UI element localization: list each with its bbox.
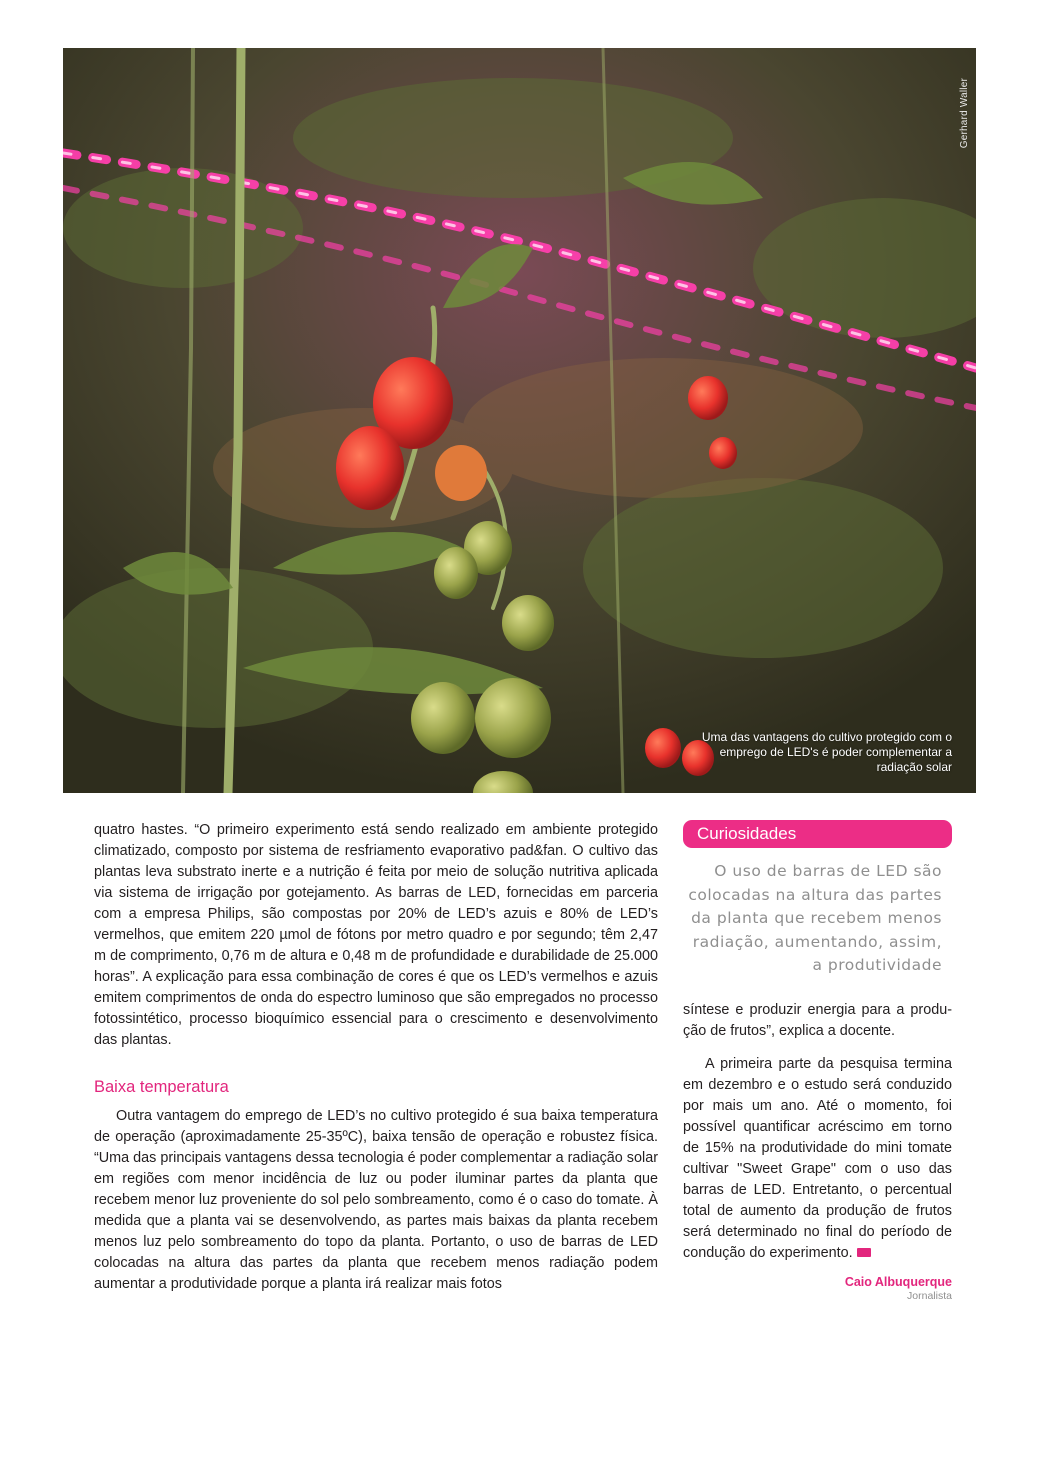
author-role: Jornalista <box>907 1289 952 1302</box>
photo-credit: Gerhard Waller <box>959 78 970 149</box>
author-block <box>683 1274 952 1302</box>
article-paragraph-1: quatro hastes. “O primeiro experimento está sendo realizado em ambiente protegido climatizado, composto por sistema de resfriamento evaporativo pad&fan. O cultivo das plantas leva substrato inerte e a nutrição é feita por meio de solução nutritiva aplicada via sistema de irrigação por gotejamento. As barras de LED, fornecidas em parceria com a empresa Philips, são compostas por 20% de LED’s azuis e 80% de LED’s vermelhos, que emitem 220 µmol de fótons por metro quadro e por segundo; têm 2,47 m de comprimento, 0,76 m de altura e 0,48 m de profundidade e durabilidade de 25.000 horas”. A explicação para essa combinação de cores é que os LED’s vermelhos e azuis emitem comprimentos de onda do espectro luminoso que são empregados no processo fotossintético, processo bioquímico essencial para o crescimento e desenvolvimento das plantas. <box>94 822 658 1048</box>
author-name: Caio Albuquerque <box>844 1274 952 1289</box>
photo-caption: Uma das vantagens do cultivo protegido com o emprego de LED's é poder complementar a radiação solar <box>701 730 952 774</box>
sidebar-paragraph-1: síntese e produzir energia para a produção de frutos”, explica a docente. <box>683 1001 952 1039</box>
tomato-led-illustration <box>63 48 976 793</box>
sidebar-paragraph-2-text: A primeira parte da pesquisa termina em dezembro e o estudo será conduzido por mais um ano. Até o momento, foi possível quantificar acréscimo em torno de 15% na produtividade do mini tomate cultivar "Sweet Grape" com o uso das barras de LED. Entretanto, o percentual total de aumento da produção de frutos será determinado no final do período de condução do experimento. <box>683 1055 952 1261</box>
curiosidades-title-bar: Curiosidades <box>683 820 952 848</box>
greenhouse-photo <box>63 48 976 793</box>
end-of-article-icon <box>857 1248 871 1257</box>
article-paragraph-2: Outra vantagem do emprego de LED’s no cultivo protegido é sua baixa temperatura de operação (aproximadamente 25-35ºC), baixa tensão de operação e robustez física. “Uma das principais vantagens dessa tecnologia é poder complementar a radiação solar em regiões com menor incidência de luz ou poder iluminar partes da planta que recebem menor luz proveniente do sol pelo sombreamento, como é o caso do tomate. À medida que a planta vai se desenvolvendo, as partes mais baixas da planta recebem menos luz pelo sombreamento do topo da planta. Portanto, o uso de barras de LED colocadas na altura das partes da planta que recebem menos radiação podem aumentar a produtividade porque a planta irá realizar mais fotos <box>94 1108 658 1292</box>
sidebar-column <box>683 820 952 1302</box>
main-column <box>94 820 658 1295</box>
sidebar-paragraph-2 <box>683 1054 952 1264</box>
pull-quote: O uso de barras de LED são colocadas na altura das partes da planta que recebem menos radiação, aumentando, assim, a produtividade <box>688 862 942 974</box>
section-heading: Baixa temperatura <box>94 1078 229 1096</box>
